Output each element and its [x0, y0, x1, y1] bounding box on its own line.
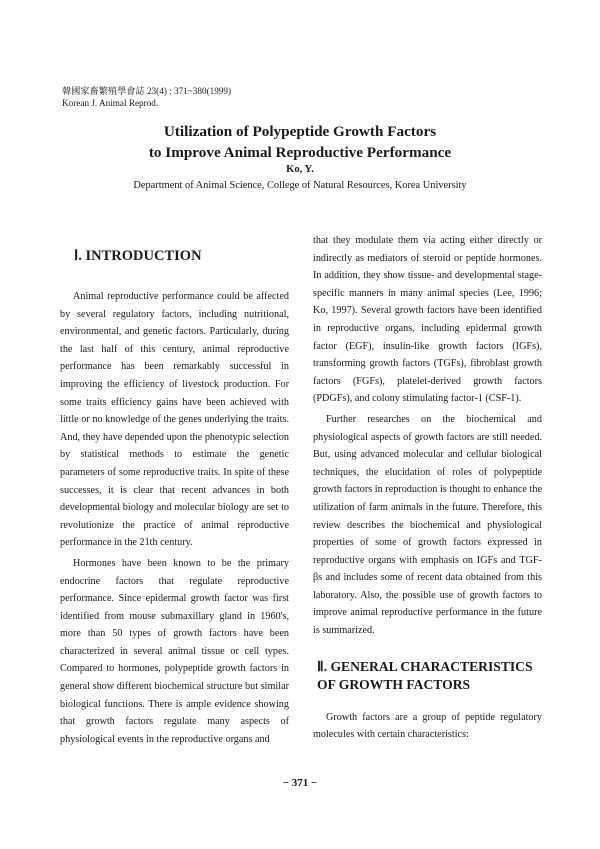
heading-line-2: OF GROWTH FACTORS	[317, 677, 471, 693]
page-number: − 371 −	[282, 777, 318, 789]
general-paragraph-1: Growth factors are a group of peptide regulatory molecules with certain characteristics:	[313, 711, 542, 741]
title-line-2: to Improve Animal Reproductive Performance	[148, 143, 452, 161]
right-column	[313, 232, 542, 744]
left-column	[60, 232, 289, 748]
heading-line-1: Ⅱ. GENERAL CHARACTERISTICS	[317, 658, 533, 674]
title-line-1: Utilization of Polypeptide Growth Factors	[163, 123, 437, 140]
intro-paragraph-2: Hormones have been known to be the primary endocrine factors that regulate reproductive performance. Since epidermal growth factor was first identified from mouse submaxillary gland in 1960's, more than 50 types of growth factors have been characterized in several animal tissue or cell types. Compared to hormones, polypeptide growth factors in general show different biochemical structure but similar biological functions. There is ample evidence showing that growth factors regulate many aspects of physiological events in the reproductive organs and	[60, 557, 289, 745]
affiliation: Department of Animal Science, College of Natural Resources, Korea University	[133, 180, 467, 191]
intro-paragraph-1: Animal reproductive performance could be affected by several regulatory factors, including nutritional, environmental, and genetic factors. Particularly, during the last half of this century, animal reproductive performance has been remarkably successful in improving the efficiency of livestock production. For some traits efficiency gains have been achieved with little or no knowledge of the genes underlying the traits. And, they have depended upon the phenotypic selection by statistical methods to estimate the genetic parameters of some reproductive traits. In spite of these successes, it is clear that recent advances in both developmental biology and molecular biology are set to revolutionize the practice of animal reproductive performance in the 21th century.	[60, 291, 289, 549]
author: Ko, Y.	[286, 164, 314, 175]
intro-paragraph-2-continued: that they modulate them via acting either directly or indirectly as mediators of steroid or peptide hormones. In addition, they show tissue- and developmental stage-specific manners in many animal species (Lee, 1996; Ko, 1997). Several growth factors have been identified in reproductive organs, including epidermal growth factor (EGF), insulin-like growth factors (IGFs), transforming growth factors (TGFs), fibroblast growth factors (FGFs), platelet-derived growth factors (PDGFs), and colony stimulating factor-1 (CSF-1).	[313, 235, 542, 405]
journal-header	[62, 86, 231, 109]
general-characteristics-heading	[317, 658, 542, 695]
intro-paragraph-3: Further researches on the biochemical and physiological aspects of growth factors are still needed. But, using advanced molecular and cellular biological techniques, the elucidation of roles of polypeptide growth factors in reproduction is thought to enhance the utilization of farm animals in the future. Therefore, this review describes the biochemical and physiological properties of some of growth factors expressed in reproductive organs with emphasis on IGFs and TGF-βs and includes some of recent data obtained from this laboratory. Also, the possible use of growth factors to improve animal reproductive performance in the future is summarized.	[313, 413, 542, 637]
paper-title	[0, 122, 600, 163]
journal-name: Korean J. Animal Reprod.	[62, 97, 159, 108]
journal-citation: 韓國家畜繁殖學會誌 23(4) : 371~380(1999)	[62, 86, 232, 96]
introduction-heading: Ⅰ. INTRODUCTION	[74, 248, 202, 264]
